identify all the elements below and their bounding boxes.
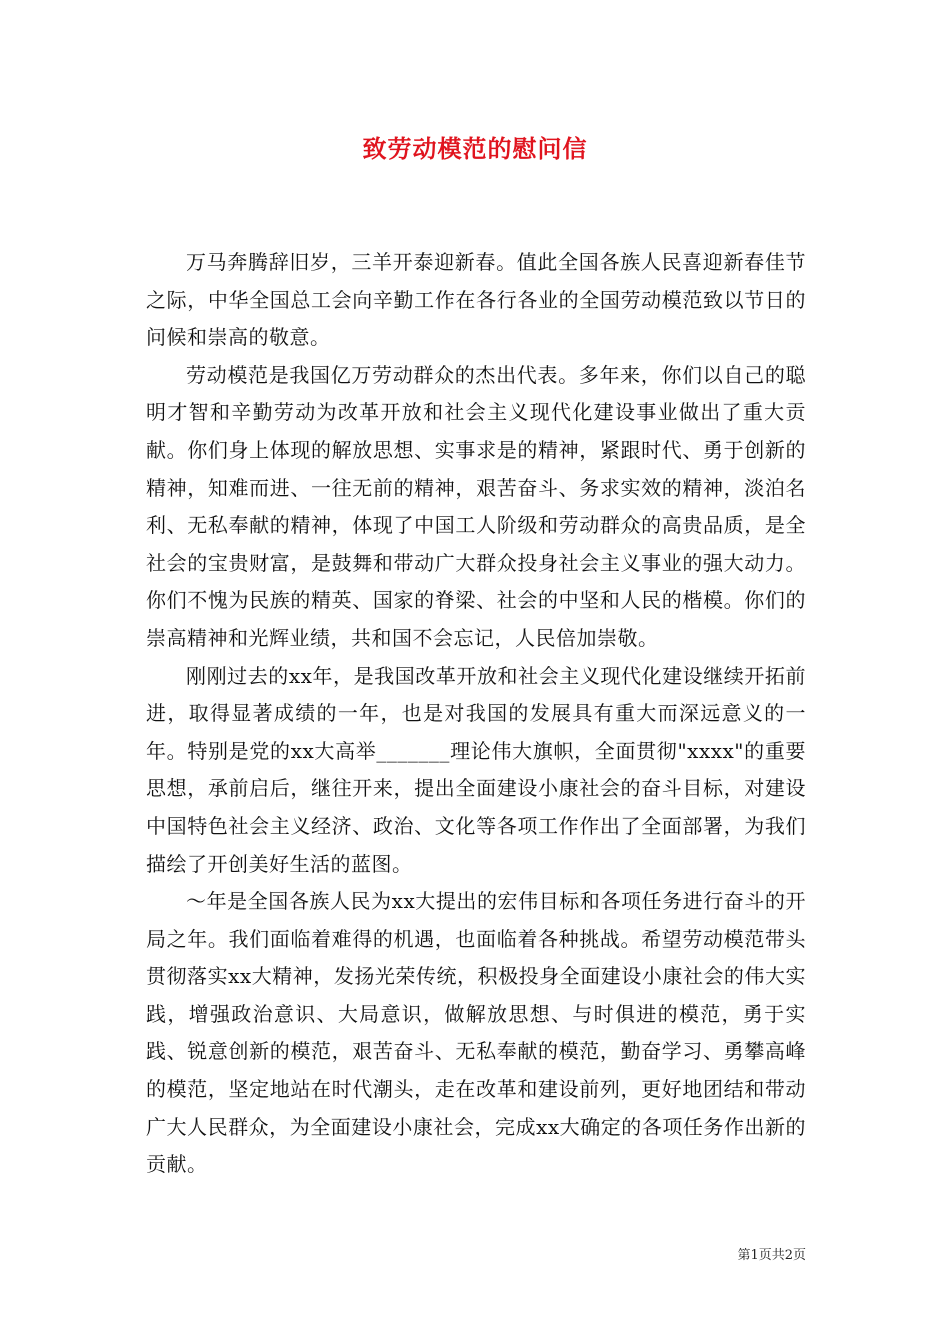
- paragraph-2: 劳动模范是我国亿万劳动群众的杰出代表。多年来，你们以自己的聪明才智和辛勤劳动为改革开放和社会主义现代化建设事业做出了重大贡献。你们身上体现的解放思想、实事求是的精神，紧跟时代、勇于创新的精神，知难而进、一往无前的精神，艰苦奋斗、务求实效的精神，淡泊名利、无私奉献的精神，体现了中国工人阶级和劳动群众的高贵品质，是全社会的宝贵财富，是鼓舞和带动广大群众投身社会主义事业的强大动力。你们不愧为民族的精英、国家的脊梁、社会的中坚和人民的楷模。你们的崇高精神和光辉业绩，共和国不会忘记，人民倍加崇敬。: [146, 362, 806, 650]
- paragraph-3: 刚刚过去的xx年，是我国改革开放和社会主义现代化建设继续开拓前进，取得显著成绩的一年，也是对我国的发展具有重大而深远意义的一年。特别是党的xx大高举_______理论伟大旗帜，全面贯彻"xxxx"的重要思想，承前启后，继往开来，提出全面建设小康社会的奋斗目标，对建设中国特色社会主义经济、政治、文化等各项工作作出了全面部署，为我们描绘了开创美好生活的蓝图。: [146, 663, 806, 876]
- page-number: 第1页共2页: [737, 1248, 806, 1263]
- paragraph-4: ～年是全国各族人民为xx大提出的宏伟目标和各项任务进行奋斗的开局之年。我们面临着难得的机遇，也面临着各种挑战。希望劳动模范带头贯彻落实xx大精神，发扬光荣传统，积极投身全面建设小康社会的伟大实践，增强政治意识、大局意识，做解放思想、与时俱进的模范，勇于实践、锐意创新的模范，艰苦奋斗、无私奉献的模范，勤奋学习、勇攀高峰的模范，坚定地站在时代潮头，走在改革和建设前列，更好地团结和带动广大人民群众，为全面建设小康社会，完成xx大确定的各项任务作出新的贡献。: [146, 889, 806, 1177]
- paragraph-1: 万马奔腾辞旧岁，三羊开泰迎新春。值此全国各族人民喜迎新春佳节之际，中华全国总工会向辛勤工作在各行各业的全国劳动模范致以节日的问候和崇高的敬意。: [146, 250, 806, 350]
- document-title: 致劳动模范的慰问信: [362, 134, 588, 163]
- document-body: [146, 244, 806, 1184]
